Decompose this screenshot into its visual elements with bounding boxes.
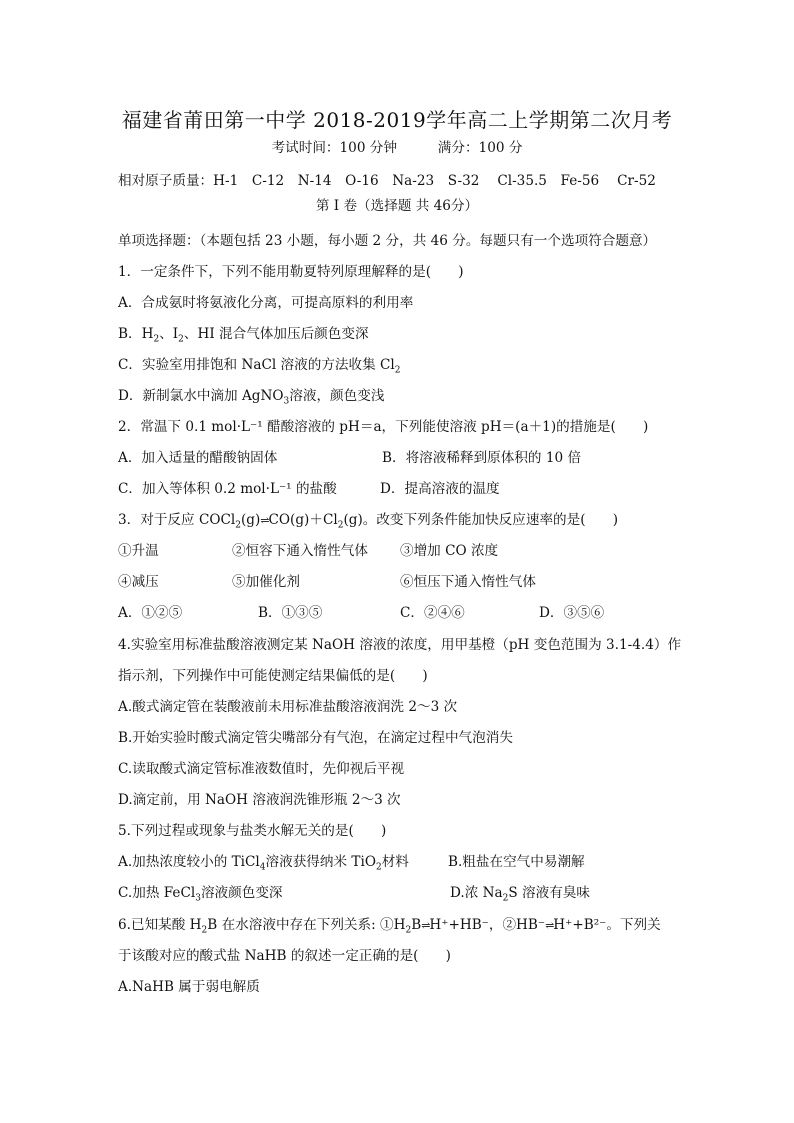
- q4-stem-line2: 指示剂，下列操作中可能使测定结果偏低的是( ): [118, 668, 428, 684]
- q3-option-c: C．②④⑥: [400, 605, 465, 621]
- q2-option-c: C．加入等体积 0.2 mol·L⁻¹ 的盐酸: [118, 481, 337, 497]
- q5-stem: 5.下列过程或现象与盐类水解无关的是( ): [118, 823, 387, 839]
- q4-stem-line1: 4.实验室用标准盐酸溶液测定某 NaOH 溶液的浓度，用甲基橙（pH 变色范围为 3.1-4.4）作: [118, 637, 682, 653]
- exam-title: 福建省莆田第一中学 2018-2019学年高二上学期第二次月考: [121, 108, 673, 132]
- q1-option-b: B．$H_2$、$I_2$、HI 混合气体加压后颜色变深: [118, 326, 369, 345]
- q4-option-c: C.读取酸式滴定管标准液数值时，先仰视后平视: [118, 761, 405, 777]
- exam-info: 考试时间：100 分钟 满分：100 分: [271, 140, 523, 156]
- q3-option-d: D．③⑤⑥: [539, 605, 605, 621]
- q2-option-d: D．提高溶液的温度: [380, 481, 500, 497]
- q5-option-d: D.浓 $Na_2S$ 溶液有臭味: [450, 885, 590, 904]
- instructions: 单项选择题：（本题包括 23 小题，每小题 2 分，共 46 分。每题只有一个选项符合题意）: [118, 233, 657, 249]
- q4-option-d: D.滴定前，用 NaOH 溶液润洗锥形瓶 2～3 次: [118, 792, 401, 808]
- q5-option-c: C.加热 FeCl$_3$溶液颜色变深: [118, 885, 283, 904]
- equilibrium-arrow: ⇌: [545, 919, 554, 932]
- q6-stem-line2: 于该酸对应的酸式盐 NaHB 的叙述一定正确的是( ): [118, 948, 451, 964]
- atomic-masses: 相对原子质量：H-1 C-12 N-14 O-16 Na-23 S-32 Cl-35.5 Fe-56 Cr-52: [118, 173, 656, 189]
- q5-option-b: B.粗盐在空气中易潮解: [448, 854, 585, 870]
- q3-condition-3: ③增加 CO 浓度: [400, 543, 499, 559]
- q3-option-a: A．①②⑤: [118, 605, 183, 621]
- q3-condition-5: ⑤加催化剂: [232, 574, 300, 590]
- q1-option-c: C．实验室用排饱和 NaCl 溶液的方法收集 $Cl_2$: [118, 357, 401, 376]
- q1-option-d: D．新制氯水中滴加 AgNO$_3$溶液，颜色变浅: [118, 388, 385, 407]
- q3-condition-4: ④减压: [118, 574, 159, 590]
- q2-option-b: B．将溶液稀释到原体积的 10 倍: [382, 450, 582, 466]
- equilibrium-arrow: ⇌: [260, 514, 269, 527]
- q3-condition-1: ①升温: [118, 543, 159, 559]
- q6-stem-line1: 6.已知某酸 $H_2B$ 在水溶液中存在下列关系: $①H_2B\rightleftharpoons H^++HB^-$，②HB⁻⇌H⁺+B²⁻。下列关: [118, 917, 661, 936]
- q4-option-a: A.酸式滴定管在装酸液前未用标准盐酸溶液润洗 2～3 次: [118, 699, 458, 715]
- q2-stem: 2．常温下 0.1 mol·L⁻¹ 醋酸溶液的 pH＝a，下列能使溶液 pH＝(a＋1)的措施是( ): [118, 419, 649, 435]
- section-title: 第 Ⅰ 卷（选择题 共 46分）: [315, 198, 479, 214]
- q3-option-b: B．①③⑤: [258, 605, 323, 621]
- q4-option-b: B.开始实验时酸式滴定管尖嘴部分有气泡，在滴定过程中气泡消失: [118, 730, 513, 746]
- q2-option-a: A．加入适量的醋酸钠固体: [118, 450, 278, 466]
- equilibrium-arrow: ⇌: [421, 919, 430, 932]
- q5-option-a: A.加热浓度较小的 TiCl$_4$溶液获得纳米 TiO$_2$材料: [118, 854, 409, 873]
- q1-stem: 1．一定条件下，下列不能用勒夏特列原理解释的是( ): [118, 264, 464, 280]
- q3-condition-2: ②恒容下通入惰性气体: [232, 543, 368, 559]
- q3-condition-6: ⑥恒压下通入惰性气体: [400, 574, 536, 590]
- q6-option-a: A.NaHB 属于弱电解质: [118, 979, 260, 995]
- q1-option-a: A．合成氨时将氨液化分离，可提高原料的利用率: [118, 295, 414, 311]
- q3-stem: 3．对于反应 $COCl_2(g)\rightleftharpoons CO(g)+Cl_2(g)$。改变下列条件能加快反应速率的是( ): [118, 512, 619, 531]
